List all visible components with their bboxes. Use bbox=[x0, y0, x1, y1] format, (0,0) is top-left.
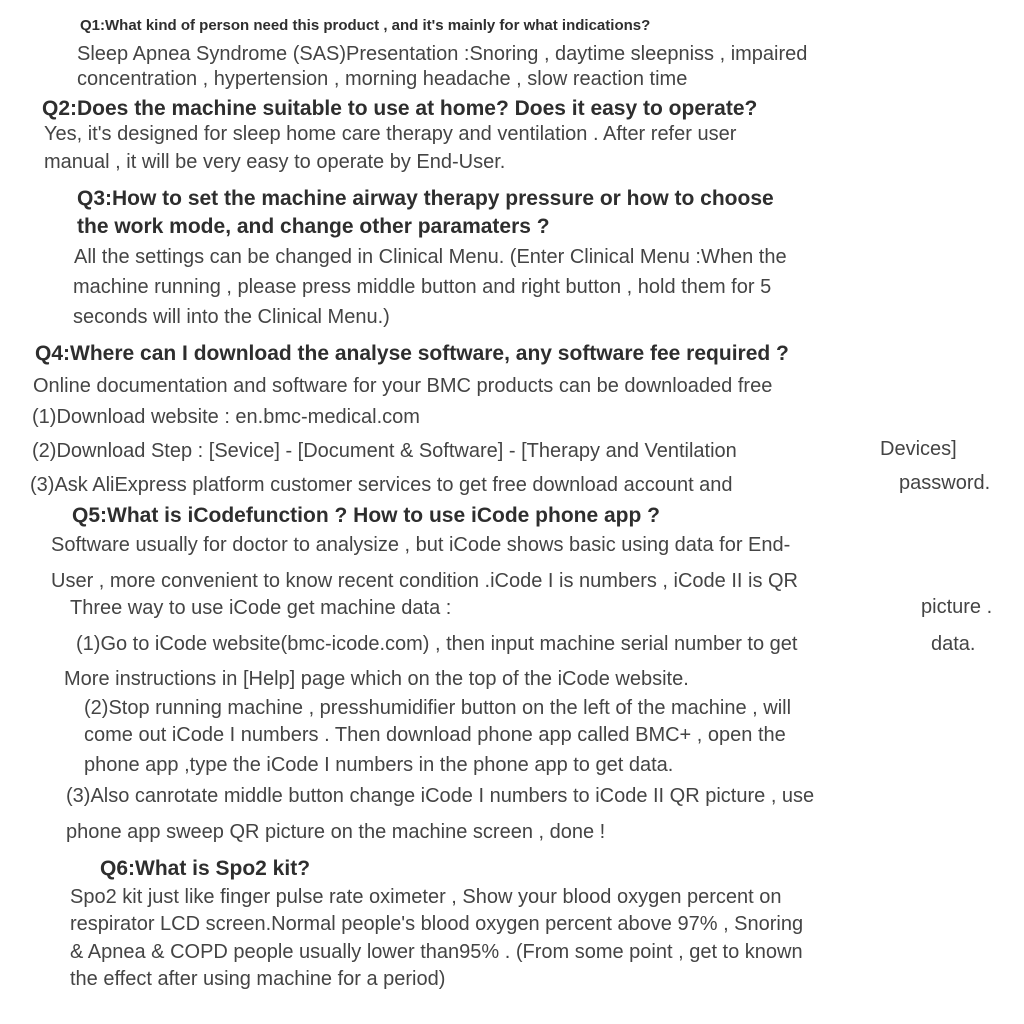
q3-question-line-2: the work mode, and change other paramaters ? bbox=[77, 215, 550, 238]
q6-answer-line-3: & Apnea & COPD people usually lower than95% . (From some point , get to known bbox=[70, 941, 803, 963]
q5-answer-line-9: (3)Also canrotate middle button change iCode I numbers to iCode II QR picture , use bbox=[66, 785, 815, 807]
q4-answer-line-4: (3)Ask AliExpress platform customer services to get free download account and bbox=[30, 474, 733, 496]
q4-tail-devices: Devices] bbox=[880, 438, 957, 460]
q1-question: Q1:What kind of person need this product , and it's mainly for what indications? bbox=[80, 17, 651, 34]
q3-answer-line-2: machine running , please press middle button and right button , hold them for 5 bbox=[73, 276, 772, 298]
q5-answer-line-7: come out iCode I numbers . Then download phone app called BMC+ , open the bbox=[84, 724, 786, 746]
q2-answer-line-1: Yes, it's designed for sleep home care therapy and ventilation . After refer user bbox=[44, 123, 737, 145]
q5-answer-line-2: User , more convenient to know recent condition .iCode I is numbers , iCode II is QR bbox=[51, 570, 799, 592]
q5-tail-data: data. bbox=[931, 633, 976, 655]
q6-question: Q6:What is Spo2 kit? bbox=[100, 857, 311, 880]
q5-answer-line-3: Three way to use iCode get machine data : bbox=[70, 597, 452, 619]
q4-answer-line-2: (1)Download website : en.bmc-medical.com bbox=[32, 406, 420, 428]
q1-answer-line-2: concentration , hypertension , morning headache , slow reaction time bbox=[77, 68, 688, 90]
q5-question: Q5:What is iCodefunction ? How to use iCode phone app ? bbox=[72, 504, 660, 527]
q5-answer-line-5: More instructions in [Help] page which on the top of the iCode website. bbox=[64, 668, 689, 690]
q2-question: Q2:Does the machine suitable to use at home? Does it easy to operate? bbox=[42, 97, 758, 120]
q2-answer-line-2: manual , it will be very easy to operate by End-User. bbox=[44, 151, 506, 173]
q3-answer-line-1: All the settings can be changed in Clinical Menu. (Enter Clinical Menu :When the bbox=[74, 246, 787, 268]
q6-answer-line-4: the effect after using machine for a period) bbox=[70, 968, 446, 990]
q5-answer-line-10: phone app sweep QR picture on the machine screen , done ! bbox=[66, 821, 606, 843]
q1-answer-line-1: Sleep Apnea Syndrome (SAS)Presentation :Snoring , daytime sleepniss , impaired bbox=[77, 43, 808, 65]
q4-answer-line-1: Online documentation and software for your BMC products can be downloaded free bbox=[33, 375, 773, 397]
q3-question-line-1: Q3:How to set the machine airway therapy pressure or how to choose bbox=[77, 187, 774, 210]
q5-answer-line-8: phone app ,type the iCode I numbers in the phone app to get data. bbox=[84, 754, 674, 776]
q5-answer-line-6: (2)Stop running machine , presshumidifier button on the left of the machine , will bbox=[84, 697, 792, 719]
q6-answer-line-1: Spo2 kit just like finger pulse rate oximeter , Show your blood oxygen percent on bbox=[70, 886, 782, 908]
q6-answer-line-2: respirator LCD screen.Normal people's blood oxygen percent above 97% , Snoring bbox=[70, 913, 804, 935]
q5-answer-line-4: (1)Go to iCode website(bmc-icode.com) , then input machine serial number to get bbox=[76, 633, 798, 655]
q4-question: Q4:Where can I download the analyse software, any software fee required ? bbox=[35, 342, 789, 365]
q5-tail-picture: picture . bbox=[921, 596, 993, 618]
q4-tail-password: password. bbox=[899, 472, 991, 494]
q5-answer-line-1: Software usually for doctor to analysize , but iCode shows basic using data for End- bbox=[51, 534, 791, 556]
q4-answer-line-3: (2)Download Step : [Sevice] - [Document & Software] - [Therapy and Ventilation bbox=[32, 440, 737, 462]
q3-answer-line-3: seconds will into the Clinical Menu.) bbox=[73, 306, 390, 328]
